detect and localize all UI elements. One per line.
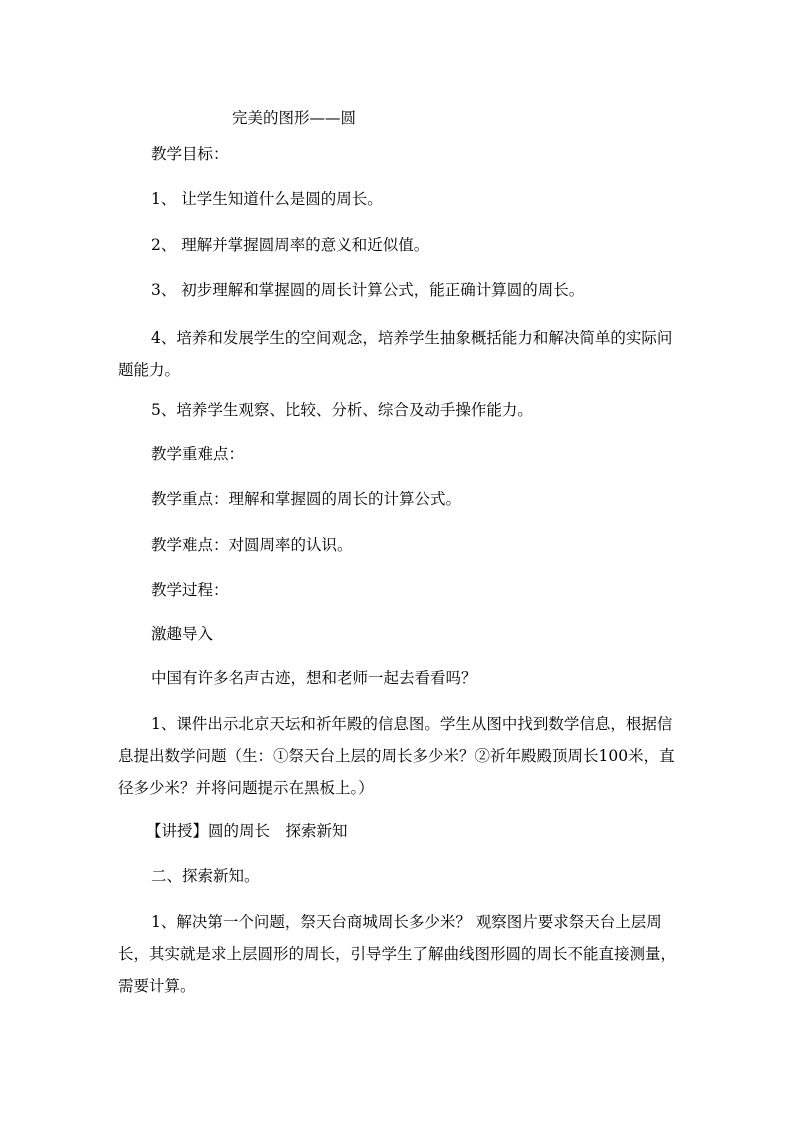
intro-text: 中国有许多名声古迹，想和老师一起去看看吗？ bbox=[151, 669, 477, 687]
section2-step: 1、解决第一个问题，祭天台商城周长多少米？ 观察图片要求祭天台上层周长，其实就是求上层圆形的周长，引导学生了解曲线图形圆的周长不能直接测量，需要计算。 bbox=[118, 913, 677, 995]
objective-item: 3、 初步理解和掌握圆的周长计算公式，能正确计算圆的周长。 bbox=[151, 281, 585, 299]
intro-step: 1、课件出示北京天坛和祈年殿的信息图。学生从图中找到数学信息，根据信息提出数学问题（生：①祭天台上层的周长多少米？②祈年殿殿顶周长100米，直径多少米？并将问题提示在黑板上。） bbox=[118, 715, 675, 797]
document-title: 完美的图形——圆 bbox=[232, 109, 357, 127]
section2-heading: 二、探索新知。 bbox=[151, 867, 260, 885]
difficulty-text: 教学难点：对圆周率的认识。 bbox=[151, 536, 353, 554]
intro-heading: 激趣导入 bbox=[151, 625, 214, 643]
lecture-heading: 【讲授】圆的周长 探索新知 bbox=[146, 822, 348, 840]
objective-item: 1、 让学生知道什么是圆的周长。 bbox=[151, 190, 383, 208]
objective-item: 5、培养学生观察、比较、分析、综合及动手操作能力。 bbox=[151, 401, 533, 419]
objective-item: 4、培养和发展学生的空间观念，培养学生抽象概括能力和解决简单的实际问题能力。 bbox=[118, 329, 673, 379]
objectives-heading: 教学目标： bbox=[151, 145, 229, 163]
process-heading: 教学过程： bbox=[151, 581, 229, 599]
key-point-text: 教学重点：理解和掌握圆的周长的计算公式。 bbox=[151, 490, 462, 508]
key-points-heading: 教学重难点： bbox=[151, 445, 245, 463]
objective-item: 2、 理解并掌握圆周率的意义和近似值。 bbox=[151, 236, 430, 254]
